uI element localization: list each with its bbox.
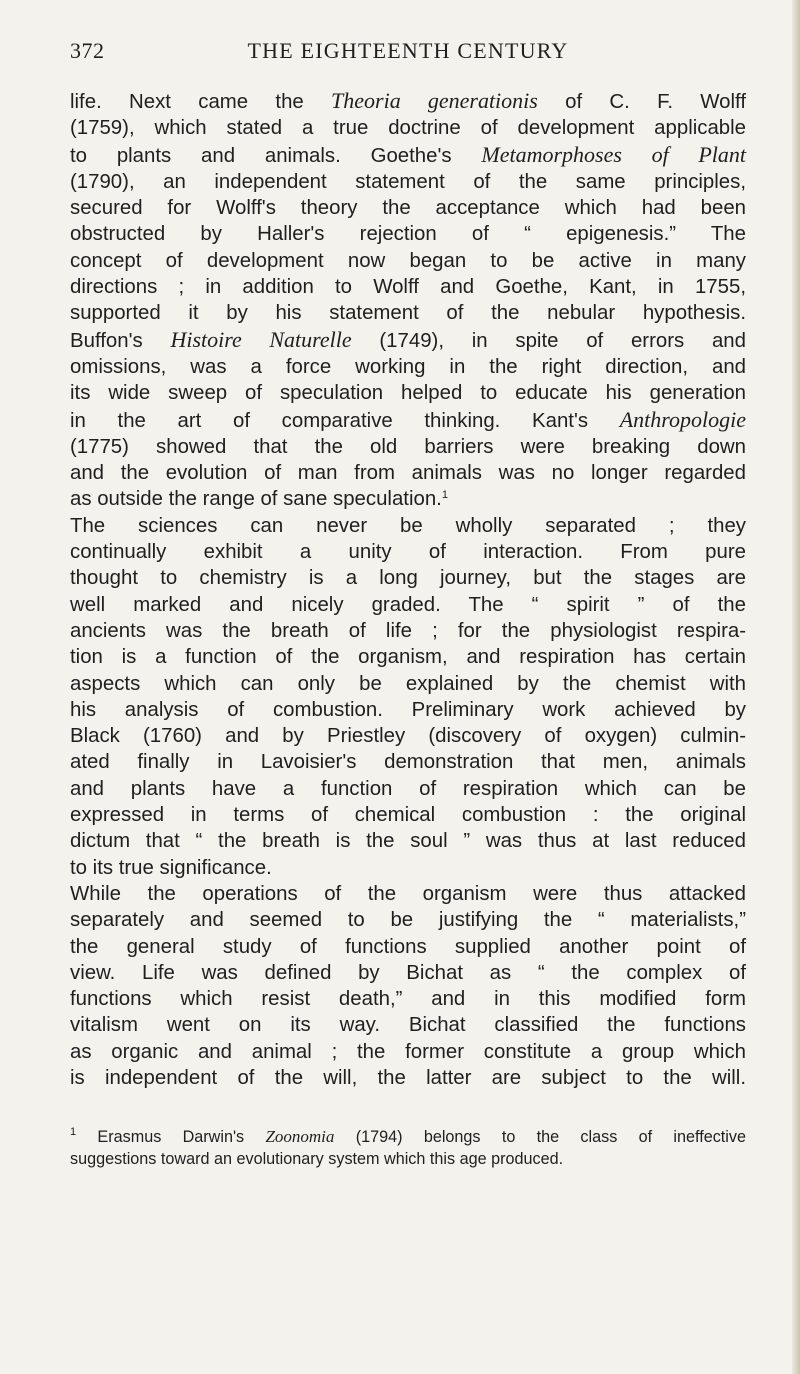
footnote-italic-title: Zoonomia: [265, 1127, 335, 1146]
body-line: [70, 460, 746, 486]
body-text: and the evolution of man from animals was no longer regarded: [70, 462, 746, 485]
body-text: and plants have a function of respiration which can be: [70, 777, 746, 800]
body-text: (1749), in spite of errors and: [351, 329, 746, 352]
footnote-marker: 1: [70, 1126, 77, 1138]
body-line: [70, 592, 746, 618]
body-text: expressed in terms of chemical combustion : the original: [70, 804, 746, 827]
body-line: [70, 671, 746, 697]
footnote-line: [70, 1148, 746, 1170]
body-italic-title: Theoria generationis: [331, 88, 538, 113]
page-header: [70, 38, 746, 74]
body-italic-title: Metamorphoses of Plant: [481, 141, 746, 167]
body-text: as organic and animal ; the former constitute a group which: [70, 1040, 746, 1063]
body-line: [70, 855, 746, 881]
body-line: [70, 221, 746, 247]
body-text: the general study of functions supplied another point of: [70, 935, 746, 958]
body-text: supported it by his statement of the nebular hypothesis.: [70, 302, 746, 325]
body-line: [70, 195, 746, 221]
body-line: [70, 1012, 746, 1038]
body-text: of C. F. Wolff: [537, 91, 746, 113]
body-line: [70, 248, 746, 274]
body-line: [70, 434, 746, 460]
body-line: [70, 486, 746, 512]
body-line: [70, 907, 746, 933]
body-line: [70, 802, 746, 828]
body-line: [70, 934, 746, 960]
body-line: [70, 776, 746, 802]
body-line: [70, 697, 746, 723]
body-text: The sciences can never be wholly separated ; they: [70, 514, 746, 537]
body-line: [70, 565, 746, 591]
body-line: [70, 618, 746, 644]
body-line: [70, 1039, 746, 1065]
body-text: dictum that “ the breath is the soul ” was thus at last reduced: [70, 830, 746, 853]
running-title: THE EIGHTEENTH CENTURY: [247, 38, 569, 63]
body-italic-title: Anthropologie: [619, 406, 746, 432]
body-text: its wide sweep of speculation helped to educate his generation: [70, 382, 746, 405]
body-text: Black (1760) and by Priestley (discovery of oxygen) culmin-: [70, 725, 746, 748]
body-text: ated finally in Lavoisier's demonstration that men, animals: [70, 751, 746, 774]
body-text: (1775) showed that the old barriers were breaking down: [70, 435, 746, 458]
body-text: (1759), which stated a true doctrine of development applicable: [70, 117, 746, 140]
body-line: [70, 828, 746, 854]
body-line: [70, 274, 746, 300]
body-italic-title: Histoire Naturelle: [170, 326, 352, 352]
body-text: functions which resist death,” and in this modified form: [70, 988, 746, 1011]
body-text: in the art of comparative thinking. Kant's: [70, 409, 620, 432]
body-text: is independent of the will, the latter are subject to the will.: [70, 1066, 746, 1089]
body-line: [70, 881, 746, 907]
body-text: to its true significance.: [70, 856, 272, 879]
body-text: tion is a function of the organism, and respiration has certain: [70, 646, 746, 669]
body-line: [70, 327, 746, 354]
body-text: Buffon's: [70, 329, 171, 352]
body-text: as outside the range of sane speculation.: [70, 488, 442, 511]
body-text: aspects which can only be explained by the chemist with: [70, 672, 746, 695]
body-text: ancients was the breath of life ; for the physiologist respira-: [70, 619, 746, 642]
body-text: thought to chemistry is a long journey, but the stages are: [70, 567, 746, 590]
body-text: his analysis of combustion. Preliminary work achieved by: [70, 698, 746, 721]
body-text: (1790), an independent statement of the same principles,: [70, 170, 746, 193]
body-line: [70, 354, 746, 380]
body-line: [70, 142, 746, 169]
footnote-line: [70, 1126, 746, 1148]
page-edge-shadow: [792, 0, 800, 1374]
body-text: secured for Wolff's theory the acceptance which had been: [70, 197, 746, 220]
body-text: [70, 88, 746, 1091]
body-line: [70, 380, 746, 406]
body-line: [70, 115, 746, 141]
body-text: life. Next came the: [70, 91, 332, 113]
body-line: [70, 513, 746, 539]
body-line: [70, 1065, 746, 1091]
page-number: 372: [70, 38, 105, 63]
body-line: [70, 986, 746, 1012]
body-line: [70, 960, 746, 986]
footnote-text: (1794) belongs to the class of ineffective: [334, 1128, 746, 1146]
footnote: [70, 1126, 746, 1170]
body-text: While the operations of the organism were thus attacked: [70, 882, 746, 905]
body-line: [70, 644, 746, 670]
body-line: [70, 749, 746, 775]
footnote-reference: 1: [441, 489, 448, 502]
body-text: continually exhibit a unity of interaction. From pure: [70, 541, 746, 564]
body-text: directions ; in addition to Wolff and Goethe, Kant, in 1755,: [70, 276, 746, 299]
footnote-text: Erasmus Darwin's: [76, 1128, 266, 1146]
body-text: to plants and animals. Goethe's: [70, 144, 482, 167]
body-line: [70, 539, 746, 565]
body-text: view. Life was defined by Bichat as “ the complex of: [70, 961, 746, 984]
body-text: obstructed by Haller's rejection of “ epigenesis.” The: [70, 223, 746, 246]
body-text: vitalism went on its way. Bichat classified the functions: [70, 1014, 746, 1037]
body-line: [70, 723, 746, 749]
body-text: omissions, was a force working in the right direction, and: [70, 355, 746, 378]
body-line: [70, 300, 746, 326]
body-line: [70, 407, 746, 434]
body-text: well marked and nicely graded. The “ spirit ” of the: [70, 593, 746, 616]
body-text: concept of development now began to be active in many: [70, 249, 746, 272]
footnote-text: suggestions toward an evolutionary system which this age produced.: [70, 1150, 564, 1168]
body-line: [70, 169, 746, 195]
body-line: [70, 88, 746, 115]
body-text: separately and seemed to be justifying the “ materialists,”: [70, 909, 746, 932]
